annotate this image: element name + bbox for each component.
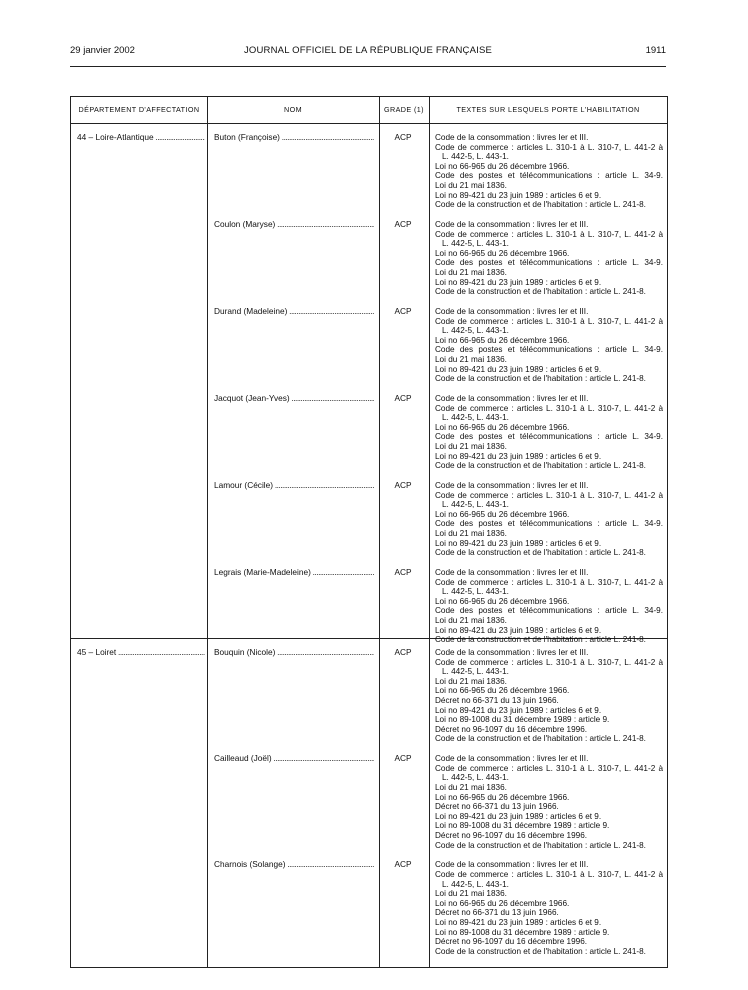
- legal-text-line: L. 442-5, L. 443-1.: [442, 773, 509, 783]
- legal-text-line: Code de commerce : articles L. 310-1 à L. 310-7, L. 441-2 à: [435, 657, 663, 667]
- legal-text-line: Loi no 89-421 du 23 juin 1989 : articles 6 et 9.: [435, 451, 602, 461]
- legal-text-line: L. 442-5, L. 443-1.: [442, 239, 509, 249]
- column-header-name: NOM: [284, 105, 302, 114]
- department-cell: 44 – Loire-Atlantique .....: [77, 132, 205, 142]
- legal-text-line: Décret no 96-1097 du 16 décembre 1996.: [435, 830, 588, 840]
- legal-text-line: Code des postes et télécommunications : article L. 34-9.: [435, 171, 663, 181]
- legal-text-line: L. 442-5, L. 443-1.: [442, 152, 509, 162]
- name-cell: Bouquin (Nicole) .....: [214, 647, 374, 657]
- name-cell: Coulon (Maryse) .....: [214, 219, 374, 229]
- texts-cell: [435, 568, 663, 645]
- name-cell: Lamour (Cécile) .....: [214, 480, 374, 490]
- texts-cell: [435, 754, 663, 850]
- column-divider: [379, 97, 380, 967]
- legal-text-line: Loi no 66-965 du 26 décembre 1966.: [435, 422, 570, 432]
- legal-text-line: Loi no 66-965 du 26 décembre 1966.: [435, 898, 570, 908]
- name-cell: Cailleaud (Joël) .....: [214, 753, 374, 763]
- name-cell: Legrais (Marie-Madeleine) .....: [214, 567, 374, 577]
- legal-text-line: Code de la construction et de l'habitation : article L. 241-8.: [435, 461, 646, 471]
- legal-text-line: Loi no 89-1008 du 31 décembre 1989 : article 9.: [435, 715, 610, 725]
- header-rule: [70, 66, 666, 67]
- legal-text-line: Décret no 96-1097 du 16 décembre 1996.: [435, 724, 588, 734]
- grade-cell: ACP: [394, 567, 412, 577]
- legal-text-line: Loi no 66-965 du 26 décembre 1966.: [435, 686, 570, 696]
- texts-cell: [435, 220, 663, 297]
- legal-text-line: Code des postes et télécommunications : article L. 34-9.: [435, 345, 663, 355]
- legal-text-line: Code de la consommation : livres Ier et III.: [435, 648, 589, 657]
- legal-text-line: Décret no 96-1097 du 16 décembre 1996.: [435, 937, 588, 947]
- legal-text-line: Code de commerce : articles L. 310-1 à L. 310-7, L. 441-2 à: [435, 577, 663, 587]
- legal-text-line: Décret no 66-371 du 13 juin 1966.: [435, 695, 559, 705]
- page-header: [70, 45, 666, 59]
- column-header-texts: TEXTES SUR LESQUELS PORTE L'HABILITATION: [456, 105, 640, 114]
- column-header-department: DÉPARTEMENT D'AFFECTATION: [78, 105, 200, 114]
- legal-text-line: Loi du 21 mai 1836.: [435, 676, 507, 686]
- legal-text-line: Loi no 89-421 du 23 juin 1989 : articles 6 et 9.: [435, 811, 602, 821]
- legal-text-line: Loi du 21 mai 1836.: [435, 528, 507, 538]
- legal-text-line: L. 442-5, L. 443-1.: [442, 667, 509, 677]
- grade-cell: ACP: [394, 753, 412, 764]
- legal-text-line: Code de commerce : articles L. 310-1 à L. 310-7, L. 441-2 à: [435, 763, 663, 773]
- legal-text-line: Loi du 21 mai 1836.: [435, 354, 507, 364]
- legal-text-line: Décret no 66-371 du 13 juin 1966.: [435, 802, 559, 812]
- legal-text-line: Code de la consommation : livres Ier et III.: [435, 394, 589, 403]
- page-number: 1911: [645, 45, 666, 56]
- habilitation-table: [70, 96, 668, 968]
- texts-cell: [435, 481, 663, 558]
- texts-cell: [435, 307, 663, 384]
- legal-text-line: Loi du 21 mai 1836.: [435, 889, 507, 899]
- legal-text-line: Code de la construction et de l'habitation : article L. 241-8.: [435, 946, 646, 956]
- legal-text-line: Code des postes et télécommunications : article L. 34-9.: [435, 606, 663, 616]
- legal-text-line: Code de commerce : articles L. 310-1 à L. 310-7, L. 441-2 à: [435, 142, 663, 152]
- legal-text-line: Code de la construction et de l'habitation : article L. 241-8.: [435, 840, 646, 850]
- header-separator: [71, 123, 667, 124]
- legal-text-line: Loi no 89-421 du 23 juin 1989 : articles 6 et 9.: [435, 364, 602, 374]
- legal-text-line: Code de commerce : articles L. 310-1 à L. 310-7, L. 441-2 à: [435, 316, 663, 326]
- legal-text-line: Code de la construction et de l'habitation : article L. 241-8.: [435, 200, 646, 210]
- legal-text-line: Loi no 89-421 du 23 juin 1989 : articles 6 et 9.: [435, 190, 602, 200]
- legal-text-line: Code de la construction et de l'habitation : article L. 241-8.: [435, 635, 646, 645]
- grade-cell: ACP: [394, 393, 412, 403]
- legal-text-line: Loi du 21 mai 1836.: [435, 441, 507, 451]
- grade-cell: ACP: [394, 647, 412, 657]
- legal-text-line: Code des postes et télécommunications : article L. 34-9.: [435, 258, 663, 268]
- column-header-grade: GRADE (1): [384, 105, 424, 114]
- legal-text-line: Code de la consommation : livres Ier et III.: [435, 133, 589, 142]
- legal-text-line: Code de la consommation : livres Ier et III.: [435, 860, 589, 870]
- legal-text-line: Loi no 89-421 du 23 juin 1989 : articles 6 et 9.: [435, 917, 602, 927]
- grade-cell: ACP: [394, 859, 412, 870]
- column-divider: [429, 97, 430, 967]
- legal-text-line: L. 442-5, L. 443-1.: [442, 413, 509, 423]
- legal-text-line: Code de la construction et de l'habitation : article L. 241-8.: [435, 734, 646, 744]
- legal-text-line: Code des postes et télécommunications : article L. 34-9.: [435, 519, 663, 529]
- legal-text-line: Code de commerce : articles L. 310-1 à L. 310-7, L. 441-2 à: [435, 403, 663, 413]
- legal-text-line: Code de la consommation : livres Ier et III.: [435, 220, 589, 229]
- legal-text-line: Code de commerce : articles L. 310-1 à L. 310-7, L. 441-2 à: [435, 229, 663, 239]
- legal-text-line: Code de la construction et de l'habitation : article L. 241-8.: [435, 548, 646, 558]
- legal-text-line: Code de la construction et de l'habitation : article L. 241-8.: [435, 374, 646, 384]
- name-cell: Durand (Madeleine) .....: [214, 306, 374, 316]
- legal-text-line: L. 442-5, L. 443-1.: [442, 879, 509, 889]
- journal-title: JOURNAL OFFICIEL DE LA RÉPUBLIQUE FRANÇAISE: [243, 45, 493, 56]
- legal-text-line: Code de la consommation : livres Ier et III.: [435, 568, 589, 577]
- legal-text-line: Loi no 66-965 du 26 décembre 1966.: [435, 161, 570, 171]
- legal-text-line: Loi no 66-965 du 26 décembre 1966.: [435, 335, 570, 345]
- legal-text-line: Loi no 89-421 du 23 juin 1989 : articles 6 et 9.: [435, 277, 602, 287]
- legal-text-line: Code de la consommation : livres Ier et III.: [435, 481, 589, 490]
- legal-text-line: Loi du 21 mai 1836.: [435, 615, 507, 625]
- legal-text-line: Code de la consommation : livres Ier et III.: [435, 307, 589, 316]
- legal-text-line: Loi no 66-965 du 26 décembre 1966.: [435, 792, 570, 802]
- legal-text-line: Code de commerce : articles L. 310-1 à L. 310-7, L. 441-2 à: [435, 869, 663, 879]
- legal-text-line: Code de commerce : articles L. 310-1 à L. 310-7, L. 441-2 à: [435, 490, 663, 500]
- legal-text-line: Code de la consommation : livres Ier et III.: [435, 754, 589, 764]
- legal-text-line: Code de la construction et de l'habitation : article L. 241-8.: [435, 287, 646, 297]
- texts-cell: [435, 648, 663, 744]
- legal-text-line: L. 442-5, L. 443-1.: [442, 326, 509, 336]
- legal-text-line: Code des postes et télécommunications : article L. 34-9.: [435, 432, 663, 442]
- legal-text-line: Loi no 89-421 du 23 juin 1989 : articles 6 et 9.: [435, 538, 602, 548]
- legal-text-line: Loi du 21 mai 1836.: [435, 267, 507, 277]
- grade-cell: ACP: [394, 480, 412, 490]
- grade-cell: ACP: [394, 306, 412, 316]
- legal-text-line: L. 442-5, L. 443-1.: [442, 500, 509, 510]
- grade-cell: ACP: [394, 132, 412, 142]
- issue-date: 29 janvier 2002: [70, 45, 135, 56]
- name-cell: Jacquot (Jean-Yves) .....: [214, 393, 374, 403]
- legal-text-line: Décret no 66-371 du 13 juin 1966.: [435, 908, 559, 918]
- texts-cell: [435, 394, 663, 471]
- legal-text-line: Loi du 21 mai 1836.: [435, 180, 507, 190]
- legal-text-line: L. 442-5, L. 443-1.: [442, 587, 509, 597]
- legal-text-line: Loi du 21 mai 1836.: [435, 782, 507, 792]
- texts-cell: [435, 133, 663, 210]
- legal-text-line: Loi no 89-1008 du 31 décembre 1989 : article 9.: [435, 927, 610, 937]
- legal-text-line: Loi no 66-965 du 26 décembre 1966.: [435, 596, 570, 606]
- column-divider: [207, 97, 208, 967]
- name-cell: Buton (Françoise) .....: [214, 132, 374, 142]
- legal-text-line: Loi no 66-965 du 26 décembre 1966.: [435, 509, 570, 519]
- grade-cell: ACP: [394, 219, 412, 229]
- legal-text-line: Loi no 89-1008 du 31 décembre 1989 : article 9.: [435, 821, 610, 831]
- texts-cell: [435, 860, 663, 956]
- legal-text-line: Loi no 89-421 du 23 juin 1989 : articles 6 et 9.: [435, 705, 602, 715]
- legal-text-line: Loi no 66-965 du 26 décembre 1966.: [435, 248, 570, 258]
- department-cell: 45 – Loiret .....: [77, 647, 205, 657]
- legal-text-line: Loi no 89-421 du 23 juin 1989 : articles 6 et 9.: [435, 625, 602, 635]
- name-cell: Charnois (Solange) .....: [214, 859, 374, 869]
